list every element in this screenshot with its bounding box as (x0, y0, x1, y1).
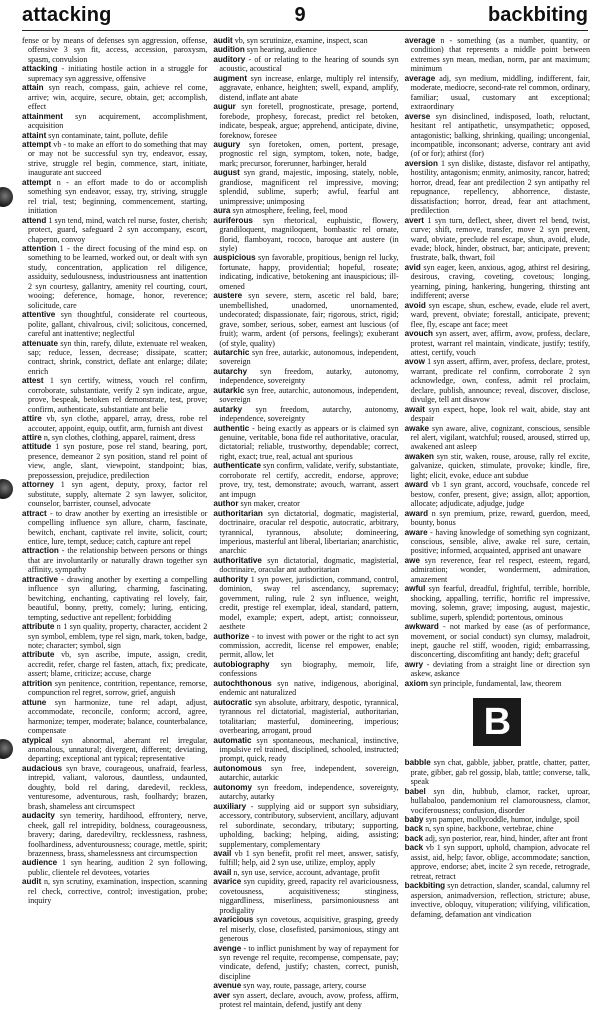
entry-definition: 1 syn power, jurisdiction, command, control, dominion, sway rel ascendancy, supremacy; government, ruling, rule 2 syn influence, weight, credit, prestige rel exemplar, ideal, standard, pattern, model, example; expert, adept, artist; connoisseur, aesthete (219, 574, 399, 632)
entry-headword: aware (404, 527, 428, 537)
entry-definition: syn brave, courageous, unafraid, fearless, intrepid, valiant, valorous, dauntless, undaunted, doughty, bold rel daring, daredevil, reckless, venturesome, adventurous, rash, foolhardy; brazen, brash, shameless ant circumspect (28, 763, 208, 811)
entry-headword: back (404, 824, 424, 834)
entry-headword: austere (213, 291, 243, 301)
dictionary-entry (405, 758, 590, 786)
entry-definition: - to inflict punishment by way of repayment for syn revenge rel requite, recompense, compensate, pay; vindicate, defend, justify; chasten, correct, punish, discipline (219, 943, 399, 981)
entry-definition: syn assert, aver, affirm, avow, profess, declare, protest, warrant rel maintain, vindicate, justify; testify, attest, certify, vouch (410, 329, 590, 357)
entry-definition: syn atmosphere, feeling, feel, mood (232, 206, 348, 216)
entry-definition: - the relationship between persons or things that are involuntarily or naturally drawn together syn affinity, sympathy (28, 546, 208, 575)
entry-headword: attentive (22, 310, 56, 320)
entry-headword: attaint (22, 130, 47, 140)
dictionary-entry (213, 991, 398, 1010)
entry-definition: 1 syn agent, deputy, proxy, factor rel substitute, supply, alternate 2 syn lawyer, solicitor, counselor, barrister, counsel, advocate (28, 480, 208, 509)
dictionary-entry (213, 802, 398, 849)
entry-definition: syn assert, declare, avouch, avow, profess, affirm, protest rel maintain, defend, justify ant deny (219, 990, 399, 1010)
entry-headword: auxiliary (213, 801, 247, 811)
entry-headword: backbiting (404, 881, 446, 891)
dictionary-entry (22, 480, 207, 508)
entry-headword: awe (404, 555, 420, 565)
dictionary-entry (405, 424, 590, 452)
dictionary-entry (213, 509, 398, 556)
entry-headword: attain (22, 83, 44, 93)
entry-headword: attribute (22, 622, 55, 632)
entry-definition: 1 syn turn, deflect, sheer, divert rel bend, twist, curve; shift, remove, transfer, move 2 syn prevent, ward, obviate, preclude rel escape, shun, avoid, elude, evade; block, hinder, obstruct, bar; anticipate, prevent; frustrate, balk, thwart, foil (410, 215, 590, 263)
entry-definition: syn severe, stern, ascetic rel bald, bare; unembellished, unadorned, unornamented, undecorated; dispassionate, fair; rigorous, strict, rigid; grave, somber, serious, sober, earnest ant luscious (of fruit); warm, ardent (of persons, feelings); exuberant (of style, quality) (219, 291, 399, 348)
entry-definition: syn disinclined, indisposed, loath, reluctant, hesitant rel antipathetic, unsympathetic; opposed, antagonistic; balking, shrinking, quailing; uncongenial, incompatible, inconsonant; adverse, contrary ant avid (of or for); athirst (for) (410, 111, 590, 159)
dictionary-entry (405, 357, 590, 404)
right-guide-word: backbiting (487, 4, 588, 26)
entry-headword: audition (213, 45, 245, 55)
dictionary-entry (213, 868, 398, 877)
entry-definition: syn increase, enlarge, multiply rel intensify, aggravate, enhance, heighten; swell, expand, amplify, distend, inflate ant abate (219, 73, 399, 102)
dictionary-entry (405, 556, 590, 584)
entry-definition: 1 syn tend, mind, watch rel nurse, foster, cherish; protect, guard, safeguard 2 syn accompany, escort, chaperon, convoy (28, 215, 208, 244)
dictionary-entry (22, 650, 207, 678)
entry-definition: adj, syn medium, middling, indifferent, fair, moderate, mediocre, second-rate rel common, ordinary, familiar; usual, customary ant exceptional; extraordinary (410, 73, 590, 112)
dictionary-entry (213, 632, 398, 660)
entry-definition: vb, syn scrutinize, examine, inspect, scan (234, 36, 368, 45)
dictionary-entry (405, 584, 590, 622)
dictionary-entry (22, 414, 207, 433)
entry-definition: 1 - the direct focusing of the mind esp. on something to be learned, worked out, or dealt with syn study, concentration, application rel diligence, assiduity, sedulousness, industriousness ant inattention 2 syn courtesy, gallantry, amenity rel courting, court, wooing; deference, homage, honor, reverence; solicitude, care (28, 243, 208, 310)
entry-headword: avouch (404, 329, 433, 339)
dictionary-entry (405, 36, 590, 74)
entry-headword: autocratic (213, 697, 253, 707)
entry-definition: vb 1 syn grant, accord, vouchsafe, concede rel bestow, confer, present, give; assign, allot; apportion, allocate; adjudicate, adjudge, judge (410, 480, 590, 509)
dictionary-entry (405, 112, 590, 159)
entry-definition: syn chat, gabble, jabber, prattle, chatter, patter, prate, gibber, gab rel gossip, blab, tattle; converse, talk, speak (410, 758, 590, 787)
dictionary-entry (22, 64, 207, 83)
entry-headword: augment (213, 73, 248, 83)
page-number: 9 (294, 4, 306, 26)
section-letter-box: B (473, 698, 521, 746)
entry-definition: syn cupidity, greed, rapacity rel avariciousness, covetousness, acquisitiveness; stinginess, niggardliness, miserliness, parsimoniousness ant prodigality (219, 877, 399, 915)
entry-headword: authenticate (213, 461, 262, 471)
entry-headword: audit (22, 877, 42, 887)
entry-definition: n, syn use, service, account, advantage, profit (233, 867, 380, 877)
entry-definition: syn reach, compass, gain, achieve rel come, arrive; win, acquire, secure, obtain, get; accomplish, effect (28, 83, 208, 112)
entry-headword: averse (404, 111, 431, 121)
entry-definition: syn spontaneous, mechanical, instinctive, impulsive rel trained, disciplined, schooled, instructed; prompt, quick, ready (219, 735, 399, 764)
entry-definition: 1 syn hearing, audition 2 syn following, public, clientele rel devotees, votaries (28, 858, 208, 877)
entry-headword: authority (213, 574, 248, 584)
entry-headword: attribute (22, 650, 55, 660)
entry-definition: syn dictatorial, dogmatic, magisterial, doctrinaire, oracular ant authoritarian (219, 555, 399, 575)
dictionary-entry (405, 679, 590, 688)
entry-headword: attitude (22, 442, 52, 452)
dictionary-entry (22, 442, 207, 480)
dictionary-entry (213, 216, 398, 254)
dictionary-entry (213, 849, 398, 868)
entry-headword: attend (22, 215, 47, 225)
entry-definition: n 1 syn quality, property, character, accident 2 syn symbol, emblem, type rel sign, mark, token, badge, note; character; symbol, sign (28, 622, 208, 650)
dictionary-entry (213, 981, 398, 990)
entry-headword: attorney (22, 480, 54, 490)
dictionary-entry (213, 74, 398, 102)
dictionary-entry (405, 74, 590, 112)
dictionary-entry (22, 433, 207, 442)
entry-definition: - supplying aid or support syn subsidiary, accessory, contributory, subservient, ancillary, adjuvant rel subordinate, secondary, tributary; supporting, upholding, backing; helping, aiding, assisting; supplementary, complementary (219, 801, 399, 849)
entry-definition: syn eager, keen, anxious, agog, athirst rel desiring, desirous, craving, coveting, covetous; longing, yearning, pining, hankering, hungering, thirsting ant indifferent; averse (410, 262, 590, 301)
column-2 (213, 36, 399, 1010)
entry-headword: back (404, 833, 424, 843)
entry-headword: aver (213, 990, 230, 1000)
entry-definition: n - an effort made to do or accomplish something syn endeavor, essay, try, striving, struggle rel trial, test; beginning, commencement, starting, initiation (28, 177, 208, 216)
entry-definition: - of or relating to the hearing of sounds syn acoustic, acoustical (219, 54, 399, 74)
entry-definition: n, syn scrutiny, examination, inspection, scanning rel check, corrective, control; investigation, probe; inquiry (28, 877, 208, 906)
entry-definition: n, syn clothes, clothing, apparel, raiment, dress (43, 433, 196, 443)
dictionary-entry (405, 881, 590, 919)
dictionary-entry (22, 811, 207, 858)
entry-headword: aversion (404, 158, 438, 168)
dictionary-entry (22, 575, 207, 622)
dictionary-entry (213, 736, 398, 764)
entry-definition: syn grand, majestic, imposing, stately, noble, grandiose, magnificent rel impressive, moving; splendid, sublime, superb; awful, fearful ant unimpressive; unimposing (219, 168, 399, 206)
dictionary-entry (405, 787, 590, 815)
entry-headword: authoritative (213, 555, 262, 565)
dictionary-entry (213, 348, 398, 367)
entry-headword: automatic (213, 735, 252, 745)
dictionary-entry (213, 55, 398, 74)
dictionary-entry (213, 168, 398, 206)
entry-headword: attrition (22, 678, 53, 688)
entry-headword: augury (213, 139, 241, 149)
entry-headword: avoid (404, 300, 426, 310)
entry-definition: - having knowledge of something syn cognizant, conscious, sensible, alive, awake rel sure, certain, positive; informed, acquainted, apprised ant unaware (410, 527, 590, 556)
entry-definition: adj, syn posterior, rear, hind, hinder, after ant front (425, 833, 588, 843)
entry-headword: avenge (213, 943, 242, 953)
entry-definition: syn absolute, arbitrary, despotic, tyrannical, tyrannous rel dictatorial, magisterial, authoritarian, totalitarian; masterful, domineering, imperious; overbearing, arrogant, proud (219, 697, 399, 736)
entry-headword: autarchy (213, 366, 248, 376)
entry-definition: vb 1 syn support, uphold, champion, advocate rel assist, aid, help; favor, oblige, accommodate; sanction, approve, endorse; abet, incite 2 syn recede, retrograde, retreat, retract (410, 843, 590, 881)
dictionary-entry (213, 291, 398, 348)
dictionary-entry (213, 698, 398, 736)
entry-headword: auditory (213, 54, 246, 64)
binder-hole-top (0, 187, 13, 207)
dictionary-entry (213, 36, 398, 45)
binder-hole-bottom (0, 739, 13, 759)
dictionary-entry (22, 339, 207, 377)
entry-definition: vb, syn clothe, apparel, array, dress, robe rel accouter, appoint, equip, outfit, arm, furnish ant divest (28, 414, 208, 433)
entry-definition: syn thin, rarefy, dilute, extenuate rel weaken, sap; reduce, lessen, decrease; dissipate, scatter; contract, shrink, constrict, deflate ant enlarge; dilate; enrich (28, 338, 208, 376)
entry-headword: await (404, 404, 425, 414)
entry-definition: syn aware, alive, cognizant, conscious, sensible rel alert, vigilant, watchful; roused, aroused, stirred up, awakened ant asleep (410, 423, 590, 452)
entry-headword: author (213, 499, 239, 509)
entry-definition: syn rhetorical, euphuistic, flowery, grandiloquent, magniloquent, bombastic rel ornate, florid, flamboyant, rococo, baroque ant austere (in style) (219, 215, 399, 253)
dictionary-entry (213, 877, 398, 915)
dictionary-entry (213, 575, 398, 632)
entry-headword: audacious (22, 763, 63, 773)
entry-definition: syn way, route, passage, artery, course (243, 981, 367, 991)
dictionary-entry (22, 622, 207, 650)
entry-headword: baby (404, 814, 424, 824)
entry-definition: 1 syn assert, affirm, aver, profess, declare, protest, warrant, predicate rel confirm, corroborate 2 syn acknowledge, own, confess, admit rel proclaim, declare, publish, announce; reveal, discover, disclose, divulge, tell ant disavow (410, 357, 590, 405)
dictionary-entry (405, 660, 590, 679)
dictionary-entry (405, 834, 590, 843)
entry-headword: authentic (213, 423, 250, 433)
entry-definition: fense or by means of defenses syn aggression, offense, offensive 3 syn fit, access, accession, paroxysm, spasm, convulsion (22, 36, 208, 64)
dictionary-entry (405, 824, 590, 833)
dictionary-entry (22, 178, 207, 216)
dictionary-entry (213, 424, 398, 462)
entry-headword: awaken (404, 451, 434, 461)
entry-definition: syn contaminate, taint, pollute, defile (48, 130, 168, 140)
dictionary-entry (405, 843, 590, 881)
entry-definition: syn confirm, validate, verify, substantiate, corroborate rel certify, accredit, endorse, approve; prove, try, test, demonstrate; avouch, warrant, assert ant impugn (219, 461, 399, 499)
entry-headword: attractive (22, 574, 58, 584)
dictionary-entry (22, 140, 207, 178)
left-guide-word: attacking (22, 4, 112, 26)
entry-definition: - not marked by ease (as of performance, movement, or social conduct) syn clumsy, maladroit, inept, gauche rel stiff, wooden, rigid; embarrassing, disconcerting, discomfiting ant handy; deft; graceful (410, 622, 590, 660)
dictionary-entry (405, 622, 590, 660)
entry-headword: average (404, 73, 436, 83)
entry-definition: syn maker, creator (240, 499, 300, 509)
entry-headword: attire (22, 414, 42, 424)
entry-definition: - initiating hostile action in a struggle for supremacy syn aggressive, offensive (28, 64, 208, 83)
dictionary-entry (213, 660, 398, 679)
dictionary-entry (405, 301, 590, 329)
entry-headword: babble (404, 758, 431, 768)
dictionary-entry (405, 509, 590, 528)
dictionary-entry (405, 329, 590, 357)
entry-definition: vb, syn ascribe, impute, assign, credit, accredit, refer, charge rel fasten, attach, fix; predicate, assert; blame, criticize; accuse, charge (28, 650, 208, 679)
entry-definition: - drawing another by exerting a compelling influence syn alluring, charming, fascinating, bewitching, enchanting, captivating rel lovely, fair, beautiful, bonny, pretty, comely; luring, enticing, tempting, seductive ant repellent; forbidding (28, 574, 208, 622)
entry-definition: syn native, indigenous, aboriginal, endemic ant naturalized (219, 678, 399, 698)
entry-definition: syn hearing, audience (246, 45, 317, 55)
dictionary-entry (22, 36, 207, 64)
entry-headword: authoritarian (213, 508, 263, 518)
dictionary-entry (405, 452, 590, 480)
entry-definition: - to draw another by exerting an irresistible or compelling influence syn allure, charm, fascinate, bewitch, enchant, captivate rel invite, solicit, court; entice, lure, tempt, seduce; catch, capture ant repel (28, 508, 208, 547)
entry-definition: 1 syn dislike, distaste, disfavor rel antipathy, hostility, antagonism; enmity, animosity, rancor, hatred; horror, dread, fear ant predilection 2 syn antipathy rel repugnance, repellency, abhorrence, distaste, dissatisfaction; horror, dread, fear ant attachment, predilection (410, 158, 590, 216)
entry-headword: audience (22, 858, 58, 868)
entry-headword: avert (404, 215, 425, 225)
entry-headword: attempt (22, 177, 52, 187)
entry-headword: autonomy (213, 782, 252, 792)
dictionary-entry (213, 461, 398, 499)
entry-definition: syn fearful, dreadful, frightful, terrible, horrible, shocking, appalling, terrific, horrific rel impressive, moving, solemn, grave; imposing, august, majestic, sublime, superb, splendid; portentous, ominous (410, 584, 590, 622)
dictionary-entry (22, 83, 207, 111)
dictionary-entry (22, 112, 207, 131)
entry-headword: back (404, 843, 424, 853)
entry-definition: - being exactly as appears or is claimed syn genuine, veritable, bona fide rel authoritative, oracular, dictatorial; reliable, trustworthy, dependable; correct, right, exact; true, real, actual ant spurious (219, 423, 399, 461)
entry-headword: award (404, 508, 429, 518)
entry-headword: aura (213, 206, 231, 216)
dictionary-entry (22, 376, 207, 414)
entry-headword: attacking (22, 64, 58, 74)
entry-headword: awry (404, 659, 424, 669)
entry-headword: avenue (213, 981, 242, 991)
entry-headword: autarky (213, 404, 243, 414)
dictionary-entry (22, 698, 207, 736)
entry-headword: attune (22, 697, 47, 707)
entry-headword: avaricious (213, 915, 254, 925)
dictionary-entry (213, 499, 398, 508)
entry-definition: syn freedom, autarky, autonomy, independence, sovereignty (219, 366, 399, 386)
entry-definition: syn escape, shun, eschew, evade, elude rel avert, ward, prevent, obviate; forestall, anticipate, prevent; flee, fly, escape ant face; meet (410, 300, 590, 329)
dictionary-entry (22, 509, 207, 547)
entry-definition: vb 1 syn benefit, profit rel meet, answer, satisfy, fulfill; help, aid 2 syn use, utilize, employ, apply (219, 848, 399, 868)
entry-definition: syn din, hubbub, clamor, racket, uproar, hullabaloo, pandemonium rel clamorousness, clamor, vociferousness; confusion, disorder (410, 786, 590, 815)
dictionary-entry (22, 736, 207, 764)
dictionary-entry (405, 216, 590, 263)
entry-headword: avow (404, 357, 425, 367)
entry-headword: attenuate (22, 338, 58, 348)
entry-headword: audacity (22, 811, 55, 821)
entry-headword: august (213, 168, 240, 178)
dictionary-entry (22, 546, 207, 574)
dictionary-entry (22, 858, 207, 877)
entry-definition: syn foretoken, omen, portent, presage, prognostic rel sign, symptom, token, note, badge, mark; precursor, forerunner, harbinger, herald (219, 139, 399, 168)
dictionary-entry (213, 944, 398, 982)
entry-definition: syn favorable, propitious, benign rel lucky, fortunate, happy, providential; hopeful, roseate; indicating, indicative, betokening ant inauspicious; ill-omened (219, 253, 399, 291)
entry-definition: - to invest with power or the right to act syn commission, accredit, license rel empower, enable; permit, allow, let (219, 631, 399, 660)
entry-definition: n syn premium, prize, reward, guerdon, meed, bounty, bonus (410, 508, 590, 528)
entry-headword: babel (404, 786, 426, 796)
entry-definition: syn expect, hope, look rel wait, abide, stay ant despair (410, 404, 590, 424)
page-header (0, 0, 600, 28)
entry-definition: syn principle, fundamental, law, theorem (430, 678, 562, 688)
entry-definition: 1 syn posture, pose rel stand, bearing, port, presence, demeanor 2 syn position, stand rel point of view, angle, slant, viewpoint, standpoint; bias, prepossession, prejudice, predilection (28, 442, 208, 480)
entry-definition: syn foretell, prognosticate, presage, portend, forebode, prophesy, forecast, predict rel betoken, indicate, bespeak, argue; apprehend, anticipate, divine, foreknow, foresee (219, 102, 399, 140)
entry-headword: attainment (22, 111, 63, 121)
entry-definition: vb - to make an effort to do something that may or may not be successful syn try, endeavor, essay, strive, struggle rel begin, commence, start, initiate, inaugurate ant succeed (28, 139, 208, 178)
entry-definition: syn reverence, fear rel respect, esteem, regard, admiration; wonder, wonderment, admiration, amazement (410, 555, 590, 584)
dictionary-entry (213, 253, 398, 291)
entry-headword: augur (213, 102, 236, 112)
entry-definition: syn penitence, contrition, repentance, remorse, compunction rel regret, sorrow, grief, anguish (28, 678, 208, 698)
dictionary-entry (22, 310, 207, 338)
entry-definition: n - something (as a number, quantity, or condition) that represents a middle point between extremes syn mean, median, norm, par ant maximum; minimum (410, 36, 590, 74)
dictionary-entry (213, 367, 398, 386)
entry-headword: avail (213, 867, 232, 877)
dictionary-entry (405, 405, 590, 424)
entry-definition: syn free, autarkic, autonomous, independent, sovereign (219, 347, 399, 367)
dictionary-entry (22, 877, 207, 905)
dictionary-entry (405, 263, 590, 301)
entry-definition: syn pamper, mollycoddle, humor, indulge, spoil (425, 814, 580, 824)
entry-headword: attempt (22, 139, 52, 149)
entry-definition: 1 syn certify, witness, vouch rel confirm, corroborate, substantiate, verify 2 syn indicate, argue, prove, bespeak, betoken rel demonstrate, test, prove; confirm, authenticate, substantiate ant belie (28, 376, 208, 414)
entry-headword: authorize (213, 631, 250, 641)
dictionary-entry (213, 915, 398, 943)
entry-definition: syn harmonize, tune rel adapt, adjust, accommodate, reconcile, conform; accord, agree, harmonize; temper, moderate; balance, counterbalance, compensate (28, 697, 208, 736)
entry-definition: syn thoughtful, considerate rel courteous, polite, gallant, chivalrous, civil; solicitous, concerned, careful ant inattentive; neglectful (28, 310, 208, 339)
entry-headword: audit (213, 36, 233, 45)
entry-headword: avid (404, 262, 421, 272)
entry-headword: autobiography (213, 659, 270, 669)
entry-definition: - deviating from a straight line or direction syn askew, askance (410, 659, 590, 679)
entry-definition: syn temerity, hardihood, effrontery, nerve, cheek, gall rel intrepidity, boldness, courageousness, bravery; daring, daredeviltry, recklessness, rashness, foolhardiness, adventurousness; courage, mettle, spirit; brazenness, brass, shamelessness ant circumspection (28, 811, 208, 858)
dictionary-entry (213, 140, 398, 168)
dictionary-entry (22, 679, 207, 698)
header-rule (22, 30, 588, 31)
dictionary-entry (22, 216, 207, 244)
entry-headword: autochthonous (213, 678, 272, 688)
entry-definition: syn detraction, slander, scandal, calumny rel aspersion, animadversion, reflection, stricture; abuse, invective, obloquy, vituperation; vilifying, vilification, defaming, defamation ant vindication (410, 881, 590, 919)
binder-hole-middle (0, 479, 13, 499)
entry-headword: attraction (22, 546, 59, 556)
entry-definition: syn covetous, acquisitive, grasping, greedy rel miserly, close, closefisted, parsimonious, stingy ant generous (219, 915, 399, 944)
entry-headword: attire (22, 433, 42, 443)
entry-headword: awful (404, 584, 426, 594)
entry-definition: syn acquirement, accomplishment, acquisition (28, 111, 208, 131)
entry-definition: syn biography, memoir, life, confessions (219, 659, 399, 679)
entry-headword: avarice (213, 877, 242, 887)
dictionary-entry (213, 206, 398, 215)
dictionary-entry (213, 556, 398, 575)
dictionary-entry (405, 528, 590, 556)
entry-headword: autarchic (213, 347, 250, 357)
entry-headword: axiom (404, 678, 429, 688)
entry-headword: auriferous (213, 215, 253, 225)
dictionary-entry (213, 386, 398, 405)
entry-headword: autonomous (213, 763, 262, 773)
entry-headword: auspicious (213, 253, 256, 263)
entry-definition: syn abnormal, aberrant rel irregular, anomalous, unnatural; divergent, different; deviating, departing; exceptional ant typical; representative (28, 735, 208, 764)
entry-headword: attention (22, 243, 57, 253)
entry-headword: avail (213, 848, 232, 858)
dictionary-entry (405, 159, 590, 216)
dictionary-columns (22, 36, 590, 1010)
entry-headword: autarkic (213, 385, 245, 395)
column-1 (22, 36, 208, 906)
dictionary-entry (405, 480, 590, 508)
dictionary-entry (213, 783, 398, 802)
dictionary-entry (213, 679, 398, 698)
entry-definition: syn freedom, independence, sovereignty, autarchy, autarky (219, 782, 399, 802)
entry-headword: award (404, 480, 429, 490)
entry-definition: n, syn spine, backbone, vertebrae, chine (425, 824, 554, 834)
dictionary-entry (22, 131, 207, 140)
entry-headword: awake (404, 423, 429, 433)
entry-definition: syn free, autarchic, autonomous, independent, sovereign (219, 385, 399, 405)
dictionary-entry (213, 405, 398, 424)
dictionary-entry (22, 764, 207, 811)
entry-headword: attract (22, 508, 47, 518)
entry-headword: attest (22, 376, 44, 386)
entry-headword: awkward (404, 622, 439, 632)
dictionary-entry (213, 102, 398, 140)
column-3 (404, 36, 590, 919)
entry-headword: atypical (22, 735, 53, 745)
dictionary-entry (405, 815, 590, 824)
entry-definition: syn stir, waken, rouse, arouse, rally rel excite, galvanize, quicken, stimulate, provoke; kindle, fire, light; elicit, evoke, educe ant subdue (410, 451, 590, 480)
dictionary-entry (213, 764, 398, 783)
entry-definition: syn free, independent, sovereign, autarchic, autarkic (219, 763, 399, 783)
dictionary-entry (213, 45, 398, 54)
dictionary-entry (22, 244, 207, 310)
entry-definition: syn freedom, autarchy, autonomy, independence, sovereignty (219, 404, 399, 424)
entry-definition: syn dictatorial, dogmatic, magisterial, doctrinaire, oracular rel despotic, autocratic, arbitrary, tyrannical, tyrannous, absolute; domineering, imperious, masterful ant liberal, libertarian; anarchistic, anarchic (219, 508, 399, 556)
entry-headword: average (404, 36, 436, 45)
